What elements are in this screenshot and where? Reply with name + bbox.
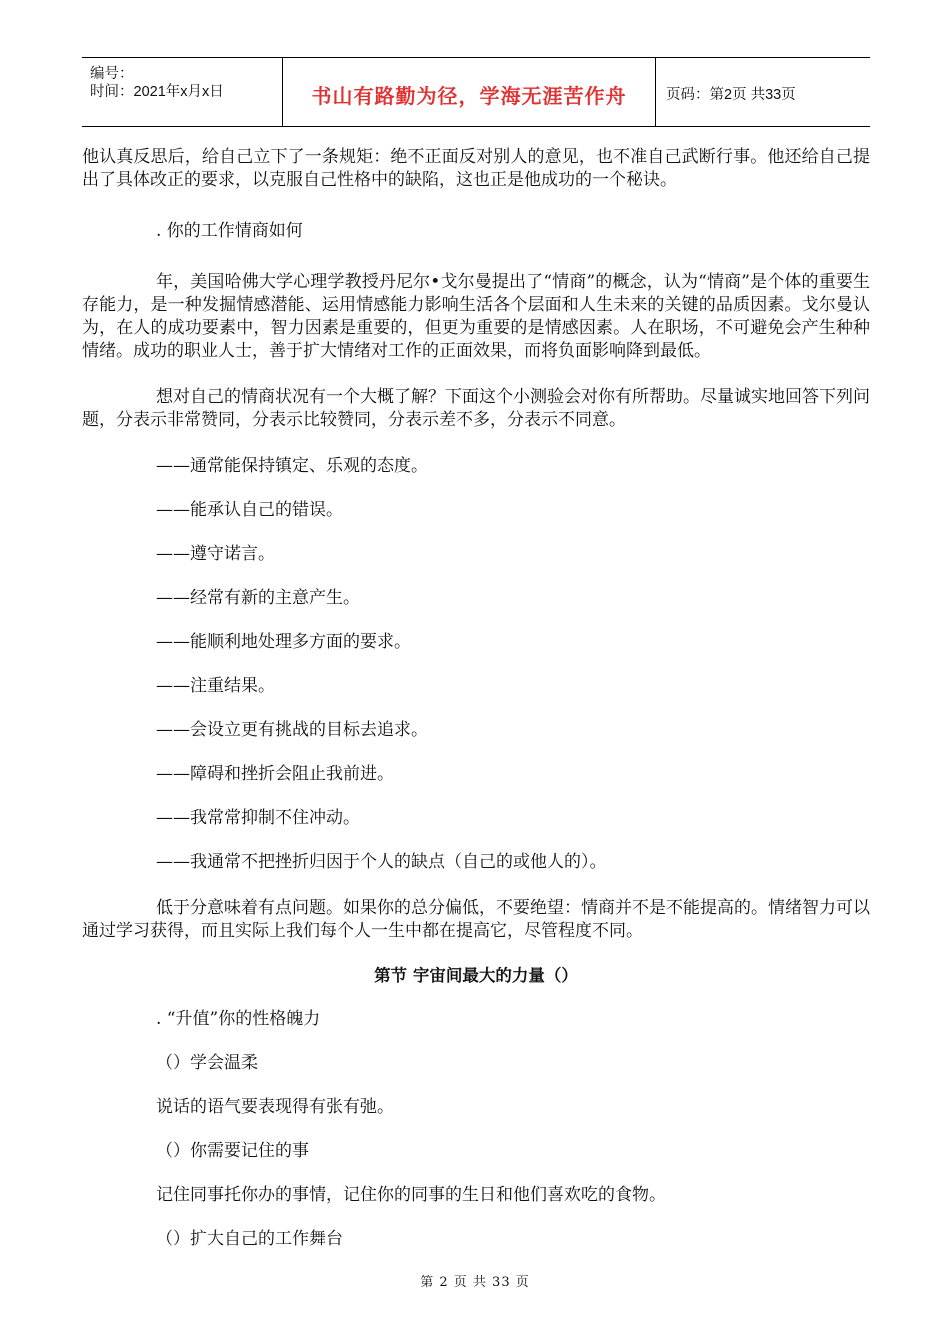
quiz-item: ——会设立更有挑战的目标去追求。	[156, 720, 428, 740]
quiz-item: ——障碍和挫折会阻止我前进。	[156, 764, 394, 784]
quiz-item: ——遵守诺言。	[156, 544, 275, 564]
document-number-label: 编号：	[90, 66, 134, 82]
quiz-item: ——能顺利地处理多方面的要求。	[156, 632, 411, 652]
header-motto: 书山有路勤为径，学海无涯苦作舟	[311, 84, 627, 108]
document-date-label: 时间：2021年x月x日	[90, 84, 224, 100]
paragraph-quiz-intro: 想对自己的情商状况有一个大概了解？下面这个小测验会对你有所帮助。尽量诚实地回答下列问题，分表示非常赞同，分表示比较赞同，分表示差不多，分表示不同意。	[82, 387, 870, 430]
section-item: 说话的语气要表现得有张有弛。	[156, 1097, 394, 1117]
paragraph-reflection: 他认真反思后，给自己立下了一条规矩：绝不正面反对别人的意见，也不准自己武断行事。他还给自己提出了具体改正的要求，以克服自己性格中的缺陷，这也正是他成功的一个秘诀。	[82, 147, 870, 190]
heading-work-eq: . 你的工作情商如何	[156, 221, 303, 241]
page-footer: 第 2 页 共 33 页	[420, 1275, 530, 1290]
header-left-cell	[82, 58, 280, 126]
header-page-info: 页码：第2页 共33页	[666, 87, 796, 103]
header-right-cell	[656, 58, 870, 126]
quiz-item: ——我通常不把挫折归因于个人的缺点（自己的或他人的）。	[156, 852, 607, 872]
quiz-item: ——能承认自己的错误。	[156, 500, 343, 520]
paragraph-quiz-result: 低于分意味着有点问题。如果你的总分偏低，不要绝望：情商并不是不能提高的。情绪智力可以通过学习获得，而且实际上我们每个人一生中都在提高它，尽管程度不同。	[82, 898, 870, 941]
quiz-item: ——注重结果。	[156, 676, 275, 696]
page-header	[82, 57, 870, 127]
document-body	[82, 146, 870, 1251]
quiz-item: ——我常常抑制不住冲动。	[156, 808, 360, 828]
section-subheading: . “升值”你的性格魄力	[156, 1009, 321, 1029]
header-motto-cell	[282, 58, 656, 126]
section-item: （）扩大自己的工作舞台	[156, 1229, 343, 1249]
section-item: 记住同事托你办的事情，记住你的同事的生日和他们喜欢吃的食物。	[156, 1185, 666, 1205]
paragraph-eq-concept: 年，美国哈佛大学心理学教授丹尼尔•戈尔曼提出了“情商”的概念，认为“情商”是个体的重要生存能力，是一种发掘情感潜能、运用情感能力影响生活各个层面和人生未来的关键的品质因素。戈尔曼认为，在人的成功要素中，智力因素是重要的，但更为重要的是情感因素。人在职场，不可避免会产生种种情绪。成功的职业人士，善于扩大情绪对工作的正面效果，而将负面影响降到最低。	[82, 272, 870, 361]
section-item: （）你需要记住的事	[156, 1141, 309, 1161]
section-title: 第节 宇宙间最大的力量（）	[374, 966, 578, 985]
section-item: （）学会温柔	[156, 1053, 258, 1073]
quiz-item: ——经常有新的主意产生。	[156, 588, 360, 608]
quiz-item: ——通常能保持镇定、乐观的态度。	[156, 456, 428, 476]
